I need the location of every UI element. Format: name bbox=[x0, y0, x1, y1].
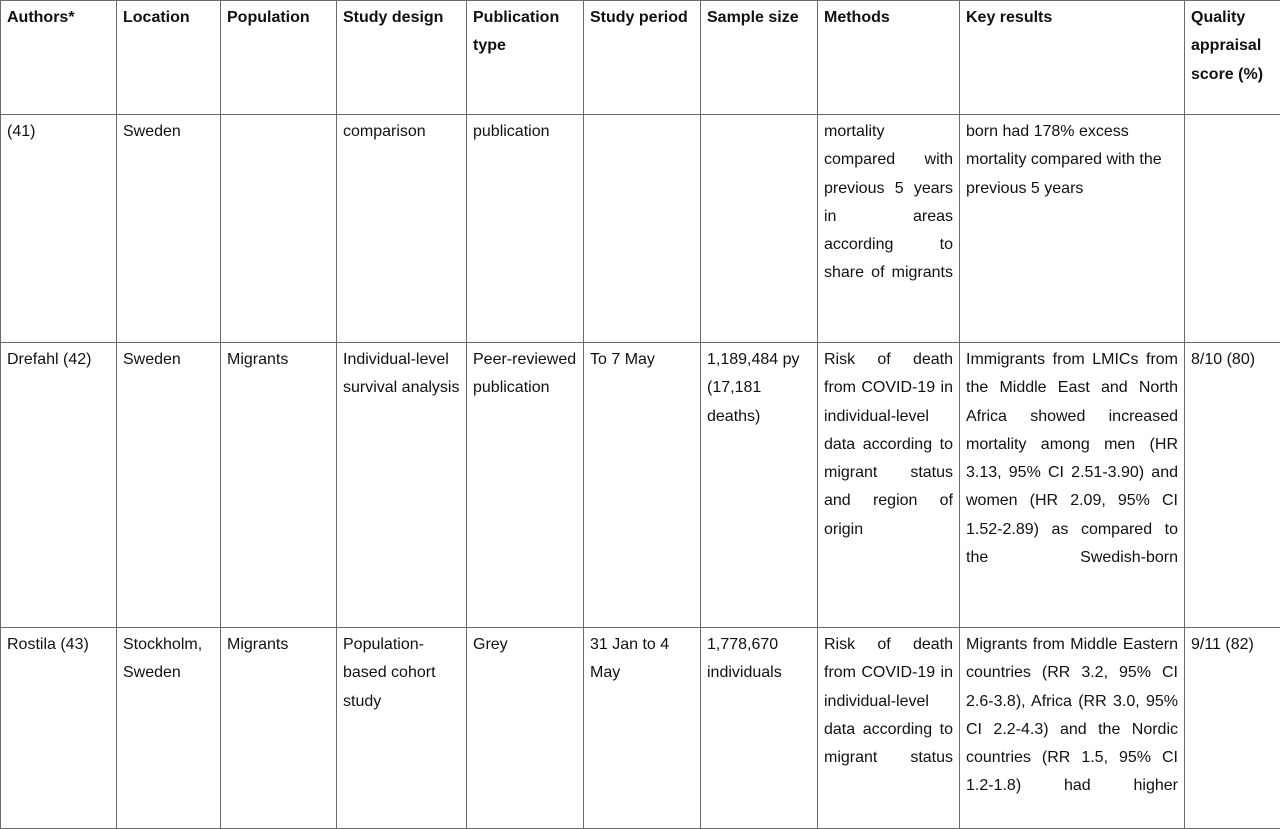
cell-location: Stockholm, Sweden bbox=[117, 628, 221, 829]
cell-population: Migrants bbox=[221, 628, 337, 829]
table-row bbox=[1, 628, 1280, 829]
cell-period: To 7 May bbox=[584, 343, 701, 628]
cell-results: born had 178% excess mortality compared with the previous 5 years bbox=[960, 115, 1185, 343]
cell-pubtype: publication bbox=[467, 115, 584, 343]
cell-quality: 8/10 (80) bbox=[1185, 343, 1280, 628]
header-study-design: Study design bbox=[337, 1, 467, 115]
cell-quality: 9/11 (82) bbox=[1185, 628, 1280, 829]
cell-location: Sweden bbox=[117, 115, 221, 343]
cell-results: Immigrants from LMICs from the Middle East and North Africa showed increased mortality among men (HR 3.13, 95% CI 2.51-3.90) and women (HR 2.09, 95% CI 1.52-2.89) as compared to the Swedish-born bbox=[960, 343, 1185, 628]
cell-authors: Rostila (43) bbox=[1, 628, 117, 829]
header-row bbox=[1, 1, 1280, 115]
cell-quality bbox=[1185, 115, 1280, 343]
cell-sample: 1,189,484 py (17,181 deaths) bbox=[701, 343, 818, 628]
header-location: Location bbox=[117, 1, 221, 115]
cell-population bbox=[221, 115, 337, 343]
header-publication-type: Publication type bbox=[467, 1, 584, 115]
cell-methods: mortality compared with previous 5 years in areas according to share of migrants bbox=[818, 115, 960, 343]
cell-design: Individual-level survival analysis bbox=[337, 343, 467, 628]
cell-pubtype: Peer-reviewed publication bbox=[467, 343, 584, 628]
cell-population: Migrants bbox=[221, 343, 337, 628]
header-sample-size: Sample size bbox=[701, 1, 818, 115]
cell-authors: Drefahl (42) bbox=[1, 343, 117, 628]
cell-pubtype: Grey bbox=[467, 628, 584, 829]
cell-design: comparison bbox=[337, 115, 467, 343]
header-quality-score: Quality appraisal score (%) bbox=[1185, 1, 1280, 115]
cell-period: 31 Jan to 4 May bbox=[584, 628, 701, 829]
table-row bbox=[1, 115, 1280, 343]
header-population: Population bbox=[221, 1, 337, 115]
header-key-results: Key results bbox=[960, 1, 1185, 115]
cell-methods: Risk of death from COVID-19 in individual-level data according to migrant status bbox=[818, 628, 960, 829]
cell-location: Sweden bbox=[117, 343, 221, 628]
cell-methods: Risk of death from COVID-19 in individual-level data according to migrant status and region of origin bbox=[818, 343, 960, 628]
cell-sample: 1,778,670 individuals bbox=[701, 628, 818, 829]
table-row bbox=[1, 343, 1280, 628]
cell-results: Migrants from Middle Eastern countries (RR 3.2, 95% CI 2.6-3.8), Africa (RR 3.0, 95% CI 2.2-4.3) and the Nordic countries (RR 1.5, 95% CI 1.2-1.8) had higher bbox=[960, 628, 1185, 829]
header-methods: Methods bbox=[818, 1, 960, 115]
cell-design: Population-based cohort study bbox=[337, 628, 467, 829]
cell-authors: (41) bbox=[1, 115, 117, 343]
header-authors: Authors* bbox=[1, 1, 117, 115]
header-study-period: Study period bbox=[584, 1, 701, 115]
cell-sample bbox=[701, 115, 818, 343]
cell-period bbox=[584, 115, 701, 343]
